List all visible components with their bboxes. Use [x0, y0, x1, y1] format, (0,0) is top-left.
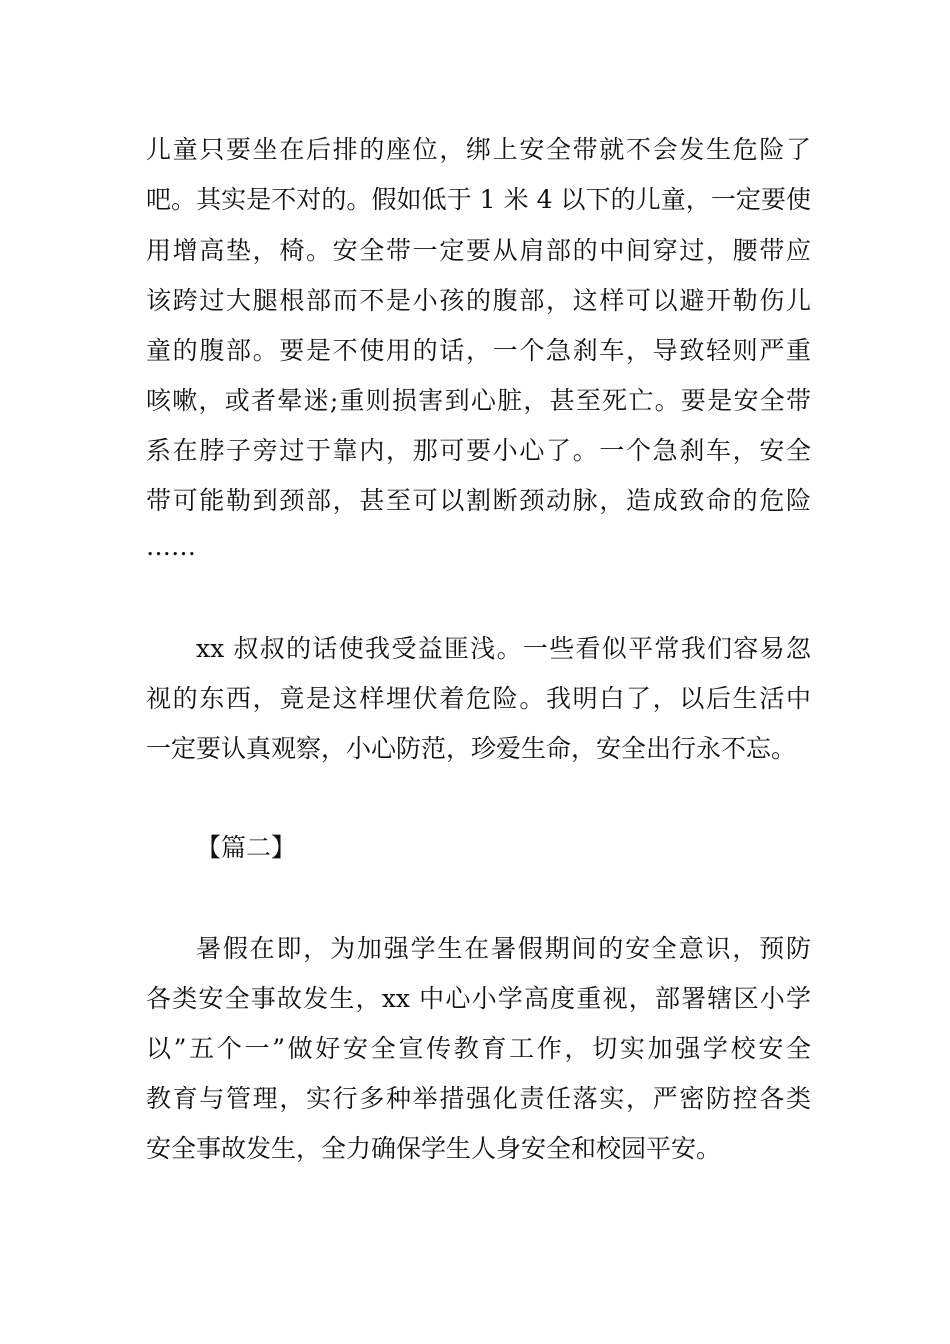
paragraph-line: 咳嗽，或者晕迷;重则损害到心脏，甚至死亡。要是安全带 — [146, 386, 811, 415]
paragraph-line: 教育与管理，实行多种举措强化责任落实，严密防控各类 — [146, 1084, 811, 1113]
paragraph-line: 暑假在即，为加强学生在暑假期间的安全意识，预防 — [196, 934, 811, 963]
paragraph-line: 童的腹部。要是不使用的话，一个急刹车，导致轻则严重 — [146, 336, 811, 365]
paragraph-line: 带可能勒到颈部，甚至可以割断颈动脉，造成致命的危险 — [146, 486, 811, 515]
paragraph-line: 吧。其实是不对的。假如低于 1 米 4 以下的儿童，一定要使 — [146, 185, 811, 214]
paragraph-line: …… — [146, 532, 196, 561]
paragraph-line: 系在脖子旁过于靠内，那可要小心了。一个急刹车，安全 — [146, 436, 811, 465]
paragraph-line: xx 叔叔的话使我受益匪浅。一些看似平常我们容易忽 — [196, 634, 811, 663]
paragraph-line: 该跨过大腿根部而不是小孩的腹部，这样可以避开勒伤儿 — [146, 286, 811, 315]
paragraph-line: 视的东西，竟是这样埋伏着危险。我明白了，以后生活中 — [146, 684, 811, 713]
section-heading: 【篇二】 — [196, 833, 297, 862]
paragraph-line: 各类安全事故发生，xx 中心小学高度重视，部署辖区小学 — [146, 984, 811, 1013]
paragraph-line: 用增高垫，椅。安全带一定要从肩部的中间穿过，腰带应 — [146, 236, 811, 265]
paragraph-line: 儿童只要坐在后排的座位，绑上安全带就不会发生危险了 — [146, 135, 811, 164]
paragraph-line: 一定要认真观察，小心防范，珍爱生命，安全出行永不忘。 — [146, 734, 797, 763]
paragraph-line: 以”五个一”做好安全宣传教育工作，切实加强学校安全 — [146, 1034, 811, 1063]
paragraph-line: 安全事故发生，全力确保学生人身安全和校园平安。 — [146, 1134, 722, 1163]
